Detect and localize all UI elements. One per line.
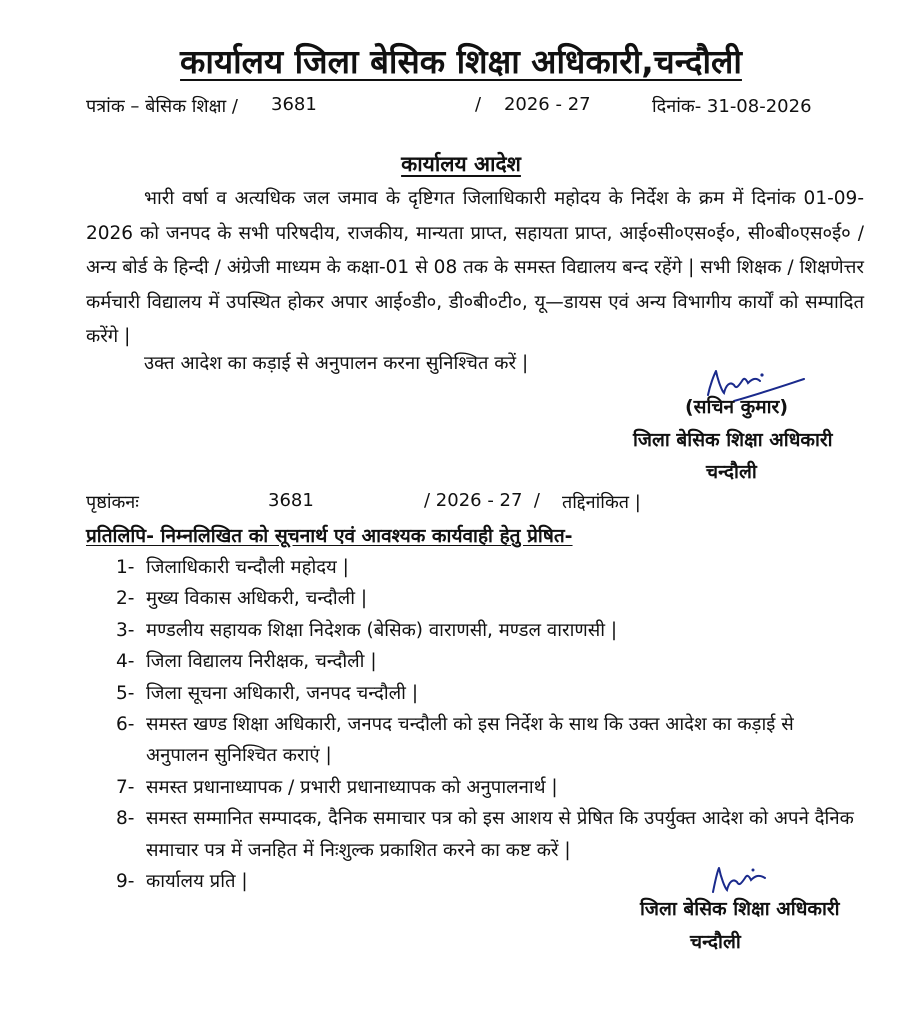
order-paragraph: भारी वर्षा व अत्यधिक जल जमाव के दृष्टिगत जिलाधिकारी महोदय के निर्देश के क्रम में दिनांक 01-09-2026 को जनपद के सभी परिषदीय, राजकीय, मान्यता प्राप्त, सहायता प्राप्त, आई०सी०एस०ई०, सी०बी०एस०ई० / अन्य बोर्ड के हिन्दी / अंग्रेजी माध्यम के कक्षा-01 से 08 तक के समस्त विद्यालय बन्द रहेंगे | सभी शिक्षक / शिक्षणेत्तर कर्मचारी विद्यालय में उपस्थित होकर अपार आई०डी०, डी०बी०टी०, यू—डायस एवं अन्य विभागीय कार्यों को सम्पादित करेंगे |: [86, 188, 864, 348]
list-item-text: जिलाधिकारी चन्दौली महोदय |: [146, 557, 349, 578]
compliance-line: उक्त आदेश का कड़ाई से अनुपालन करना सुनिश्चित करें |: [144, 353, 529, 374]
signatory-place: चन्दौली: [706, 461, 757, 483]
list-item: [116, 646, 856, 677]
ref-date: दिनांक- 31-08-2026: [652, 96, 812, 117]
signatory2-designation: जिला बेसिक शिक्षा अधिकारी: [640, 898, 840, 920]
list-item-text: जिला विद्यालय निरीक्षक, चन्दौली |: [146, 651, 377, 673]
list-item: [116, 583, 856, 614]
list-item-number: 6-: [116, 714, 135, 736]
office-title: कार्यालय जिला बेसिक शिक्षा अधिकारी,चन्दौली: [180, 42, 742, 81]
list-item: [116, 615, 856, 646]
list-item-text: मुख्य विकास अधिकरी, चन्दौली |: [146, 588, 368, 610]
list-item: [116, 709, 856, 772]
list-item-text: जिला सूचना अधिकारी, जनपद चन्दौली |: [146, 682, 419, 704]
forwarding-same-date: तद्दिनांकित |: [562, 492, 641, 513]
signatory-name: (सचिन कुमार): [685, 396, 789, 418]
list-item-text: मण्डलीय सहायक शिक्षा निदेशक (बेसिक) वाराणसी, मण्डल वाराणसी |: [146, 619, 618, 641]
ref-number: 3681: [271, 94, 317, 115]
list-item-text: समस्त सम्मानित सम्पादक, दैनिक समाचार पत्र को इस आशय से प्रेषित कि उपर्युक्त आदेश को अपने दैनिक समाचार पत्र में जनहित में निःशुल्क प्रकाशित करने का कष्ट करें |: [146, 808, 854, 861]
order-title: कार्यालय आदेश: [401, 152, 521, 176]
list-item-number: 5-: [116, 682, 135, 704]
recipient-list: [116, 552, 856, 897]
ref-year: / 2026 - 27: [475, 94, 591, 115]
list-item-number: 2-: [116, 588, 135, 610]
forwarding-number: 3681: [268, 490, 314, 511]
signatory2-place: चन्दौली: [690, 931, 741, 953]
list-item: [116, 552, 856, 583]
list-item-number: 7-: [116, 776, 135, 798]
forwarding-prefix: पृष्ठांकनः: [86, 492, 139, 513]
list-item-number: 9-: [116, 871, 135, 893]
list-item-text: समस्त प्रधानाध्यापक / प्रभारी प्रधानाध्यापक को अनुपालनार्थ |: [146, 776, 558, 798]
list-item-text: कार्यालय प्रति |: [146, 871, 248, 893]
forwarding-year: / 2026 - 27 /: [424, 490, 540, 511]
list-item: [116, 803, 856, 866]
list-item-number: 1-: [116, 557, 135, 578]
list-item: [116, 772, 856, 803]
list-item-number: 8-: [116, 808, 135, 830]
list-item-number: 4-: [116, 651, 135, 673]
list-item-text: समस्त खण्ड शिक्षा अधिकारी, जनपद चन्दौली को इस निर्देश के साथ कि उक्त आदेश का कड़ाई से अनुपालन सुनिश्चित कराएं |: [146, 714, 794, 767]
ref-prefix: पत्रांक – बेसिक शिक्षा /: [86, 96, 238, 117]
list-item-number: 3-: [116, 619, 135, 641]
signatory-designation: जिला बेसिक शिक्षा अधिकारी: [633, 429, 833, 451]
copy-heading: प्रतिलिपि- निम्नलिखित को सूचनार्थ एवं आवश्यक कार्यवाही हेतु प्रेषित-: [86, 525, 573, 547]
list-item: [116, 678, 856, 709]
